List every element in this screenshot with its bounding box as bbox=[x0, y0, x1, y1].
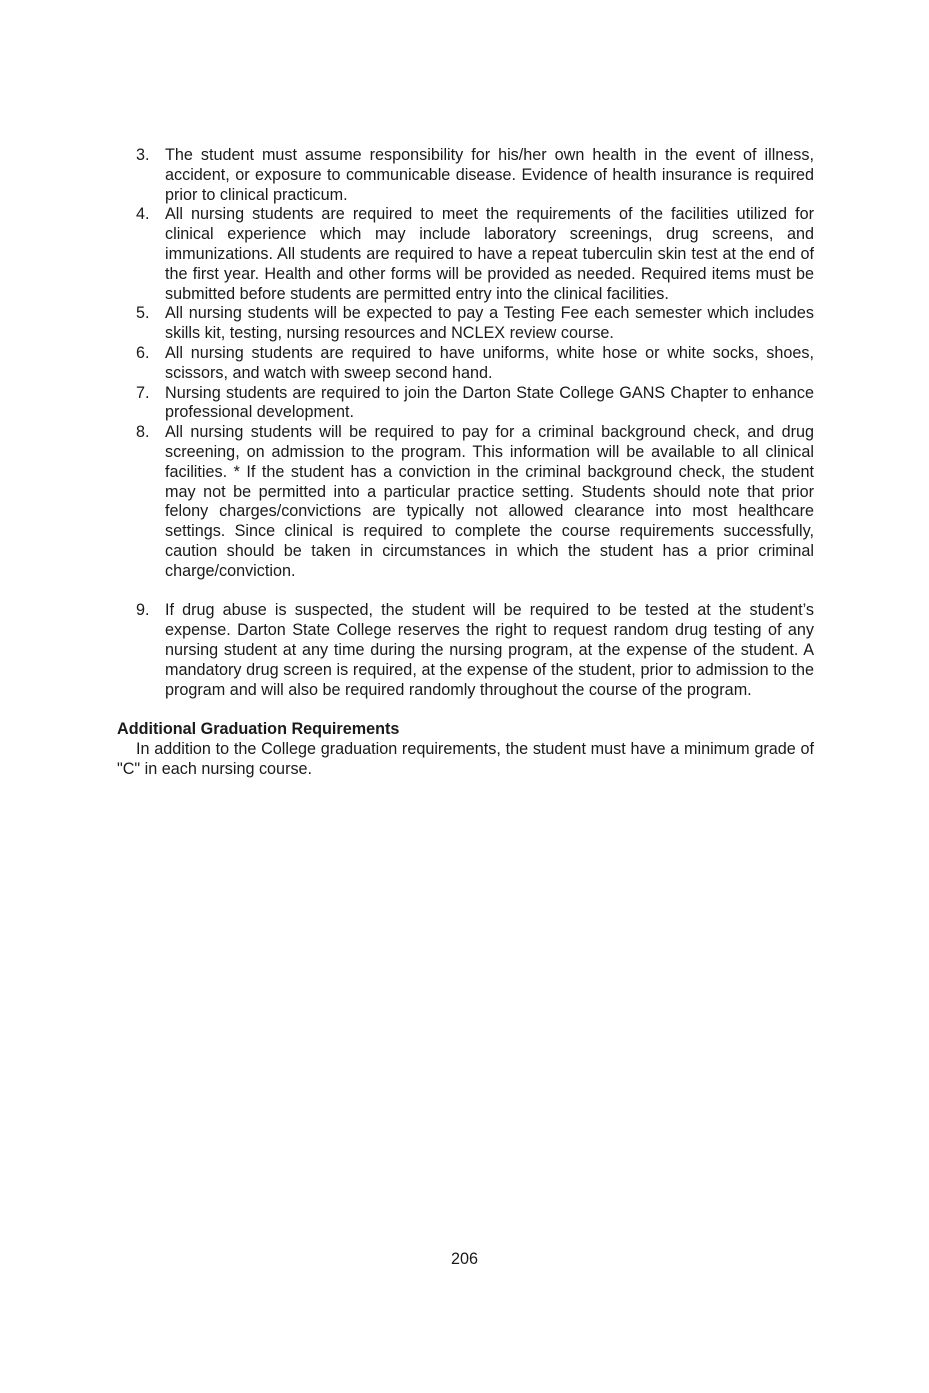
requirement-item-6 bbox=[117, 344, 814, 384]
requirement-text: All nursing students will be expected to pay a Testing Fee each semester which includes skills kit, testing, nursing resources and NCLEX review course. bbox=[165, 304, 814, 343]
requirement-number: 7. bbox=[136, 383, 150, 402]
requirement-text: If drug abuse is suspected, the student will be required to be tested at the student’s expense. Darton State College reserves the right to request random drug testing of any nursing student at any time during the nursing program, at the expense of the student. A mandatory drug screen is required, at the expense of the student, prior to admission to the program and will also be required randomly throughout the course of the program. bbox=[165, 601, 814, 699]
graduation-heading: Additional Graduation Requirements bbox=[117, 720, 400, 739]
page-number: 206 bbox=[450, 1250, 478, 1268]
requirements-list bbox=[117, 146, 814, 700]
requirement-number: 6. bbox=[136, 343, 150, 362]
graduation-body: In addition to the College graduation requirements, the student must have a minimum grade of "C" in each nursing course. bbox=[117, 739, 814, 778]
requirement-number: 8. bbox=[136, 423, 150, 442]
requirement-number: 9. bbox=[136, 601, 150, 620]
requirement-number: 5. bbox=[136, 304, 150, 323]
requirement-item-3 bbox=[117, 146, 814, 205]
requirement-item-7 bbox=[117, 384, 814, 424]
requirement-item-8 bbox=[117, 423, 814, 581]
requirement-item-9 bbox=[117, 601, 814, 700]
requirement-item-4 bbox=[117, 205, 814, 304]
page-content bbox=[117, 146, 814, 780]
requirement-number: 4. bbox=[136, 205, 150, 224]
requirement-text: Nursing students are required to join the Darton State College GANS Chapter to enhance professional development. bbox=[165, 383, 814, 422]
requirement-text: The student must assume responsibility for his/her own health in the event of illness, accident, or exposure to communicable disease. Evidence of health insurance is required prior to clinical practicum. bbox=[165, 146, 814, 204]
requirement-text: All nursing students will be required to pay for a criminal background check, and drug screening, on admission to the program. This information will be available to all clinical facilities. * If the student has a conviction in the criminal background check, the student may not be permitted into a particular practice setting. Students should note that prior felony charges/convictions are typically not allowed clearance into most healthcare settings. Since clinical is required to complete the course requirements successfully, caution should be taken in circumstances in which the student has a prior criminal charge/conviction. bbox=[165, 423, 814, 580]
requirement-text: All nursing students are required to meet the requirements of the facilities utilized for clinical experience which may include laboratory screenings, drug screens, and immunizations. All students are required to have a repeat tuberculin skin test at the end of the first year. Health and other forms will be provided as needed. Required items must be submitted before students are permitted entry into the clinical facilities. bbox=[165, 205, 814, 303]
requirement-item-5 bbox=[117, 304, 814, 344]
requirement-number: 3. bbox=[136, 146, 150, 164]
requirement-text: All nursing students are required to have uniforms, white hose or white socks, shoes, scissors, and watch with sweep second hand. bbox=[165, 343, 814, 382]
